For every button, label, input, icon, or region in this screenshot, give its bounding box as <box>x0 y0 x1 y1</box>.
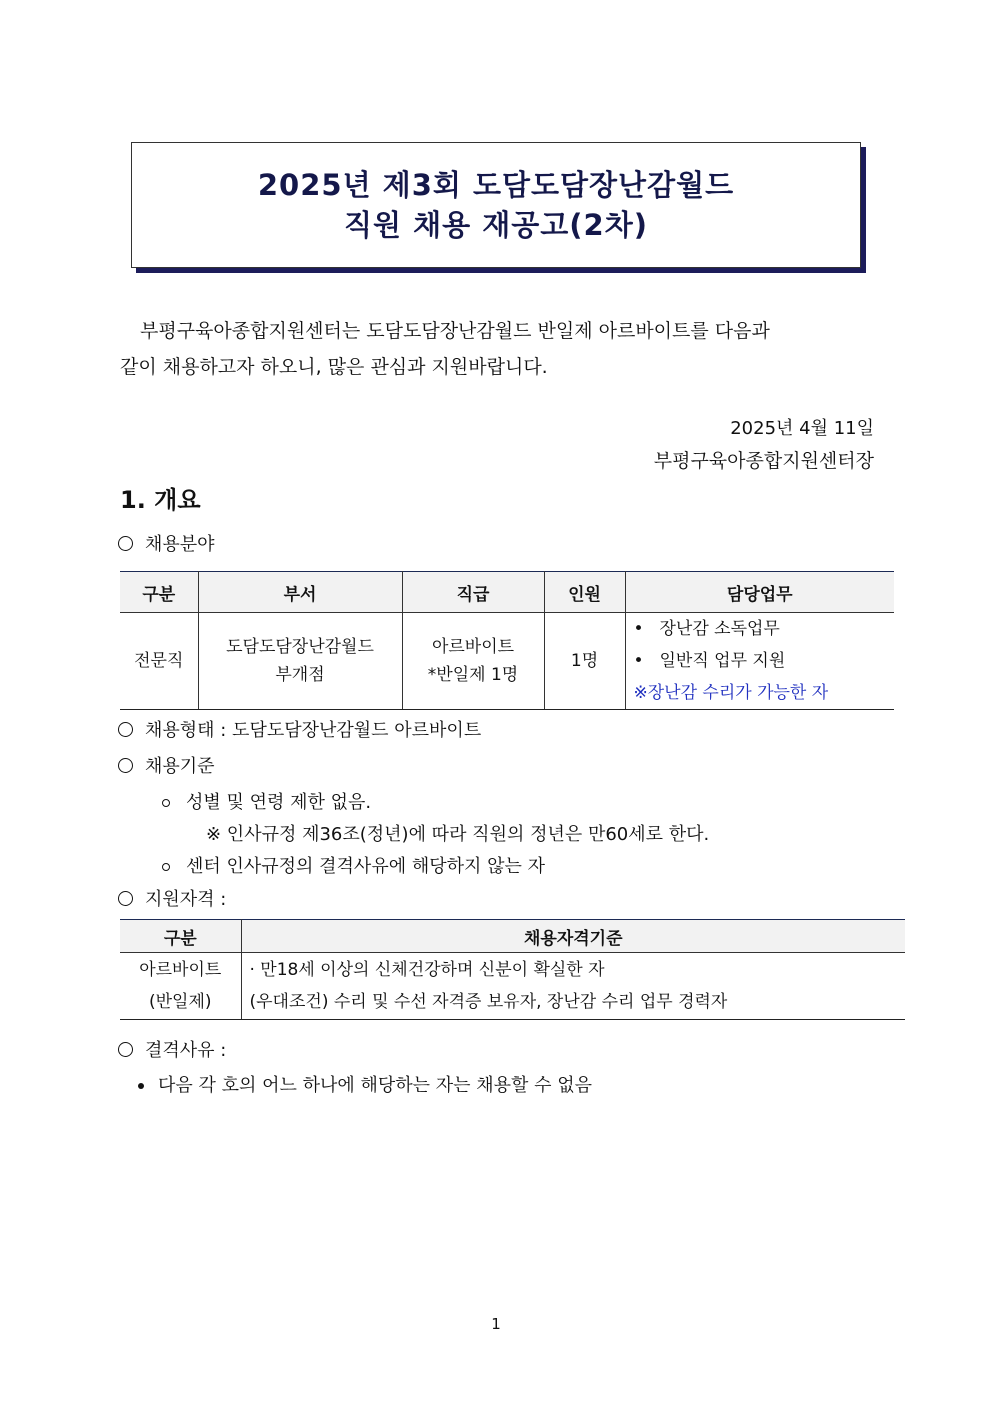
intro-paragraph <box>120 313 876 385</box>
qualification-line-1: · 만18세 이상의 신체건강하며 신분이 확실한 자 <box>249 960 605 980</box>
duty-text-2: 일반직 업무 지원 <box>659 651 786 671</box>
qualification-label: 지원자격 : <box>145 889 227 910</box>
disqualification-item-text: 다음 각 호의 어느 하나에 해당하는 자는 채용할 수 없음 <box>158 1075 593 1096</box>
table-header-row <box>120 572 894 613</box>
disqualification-bullet <box>118 1036 226 1062</box>
header-category: 구분 <box>120 572 198 613</box>
circle-bullet-icon <box>118 891 133 906</box>
recruit-field-label: 채용분야 <box>145 534 215 555</box>
issuer-name: 부평구육아종합지원센터장 <box>653 450 874 472</box>
cell-duties <box>625 613 894 710</box>
cell-count: 1명 <box>544 613 625 710</box>
header-department: 부서 <box>198 572 402 613</box>
criteria-item-2-text: 센터 인사규정의 결격사유에 해당하지 않는 자 <box>186 856 545 877</box>
cell-department <box>198 613 402 710</box>
table-row <box>120 953 905 1020</box>
category-line-2: (반일제) <box>148 992 212 1012</box>
dept-line-1: 도담도담장난감월드 <box>226 637 374 657</box>
cell-qualification <box>241 953 905 1020</box>
disqualification-item <box>138 1071 592 1097</box>
table-header-row <box>120 920 905 953</box>
qualification-bullet <box>118 885 226 911</box>
criteria-item-1-text: 성별 및 연령 제한 없음. <box>186 792 372 813</box>
circle-bullet-icon <box>118 536 133 551</box>
page-number: 1 <box>491 1315 501 1333</box>
criteria-label: 채용기준 <box>145 756 215 777</box>
employment-type-text: 채용형태 : 도담도담장난감월드 아르바이트 <box>145 720 482 741</box>
dot-bullet-icon <box>138 1083 144 1089</box>
qualification-table <box>120 919 905 1020</box>
circle-bullet-icon <box>118 758 133 773</box>
criteria-bullet <box>118 752 215 778</box>
category-line-1: 아르바이트 <box>139 960 222 980</box>
section-heading-overview: 1. 개요 <box>120 486 201 514</box>
header-duties: 담당업무 <box>625 572 894 613</box>
table-row <box>120 613 894 710</box>
employment-type-bullet <box>118 716 481 742</box>
header-rank: 직급 <box>402 572 544 613</box>
recruit-field-bullet <box>118 530 215 556</box>
duty-note: ※장난감 수리가 가능한 자 <box>633 683 829 703</box>
criteria-note: ※ 인사규정 제36조(정년)에 따라 직원의 정년은 만60세로 한다. <box>206 824 710 845</box>
intro-line-1: 부평구육아종합지원센터는 도담도담장난감월드 반일제 아르바이트를 다음과 <box>140 320 770 342</box>
header-count: 인원 <box>544 572 625 613</box>
small-circle-icon <box>162 799 170 807</box>
criteria-item-1 <box>162 788 371 814</box>
recruit-field-table <box>120 571 894 710</box>
circle-bullet-icon <box>118 1042 133 1057</box>
duty-item: • 일반직 업무 지원 <box>633 651 786 671</box>
rank-line-2: *반일제 1명 <box>427 665 519 685</box>
header-qualification: 채용자격기준 <box>241 920 905 953</box>
rank-line-1: 아르바이트 <box>431 637 515 657</box>
criteria-item-2 <box>162 852 545 878</box>
duty-text-1: 장난감 소독업무 <box>659 619 780 639</box>
cell-category: 전문직 <box>120 613 198 710</box>
circle-bullet-icon <box>118 722 133 737</box>
disqualification-label: 결격사유 : <box>145 1040 227 1061</box>
cell-rank <box>402 613 544 710</box>
title-line-1: 2025년 제3회 도담도담장난감월드 <box>257 168 735 202</box>
title-line-2: 직원 채용 재공고(2차) <box>344 208 648 242</box>
cell-category <box>120 953 241 1020</box>
title-box <box>131 142 861 268</box>
header-category: 구분 <box>120 920 241 953</box>
small-circle-icon <box>162 863 170 871</box>
duty-item: • 장난감 소독업무 <box>633 619 780 639</box>
notice-date: 2025년 4월 11일 <box>730 418 874 439</box>
qualification-line-2: (우대조건) 수리 및 수선 자격증 보유자, 장난감 수리 업무 경력자 <box>249 992 728 1012</box>
intro-line-2: 같이 채용하고자 하오니, 많은 관심과 지원바랍니다. <box>120 356 548 378</box>
dept-line-2: 부개점 <box>275 665 325 685</box>
